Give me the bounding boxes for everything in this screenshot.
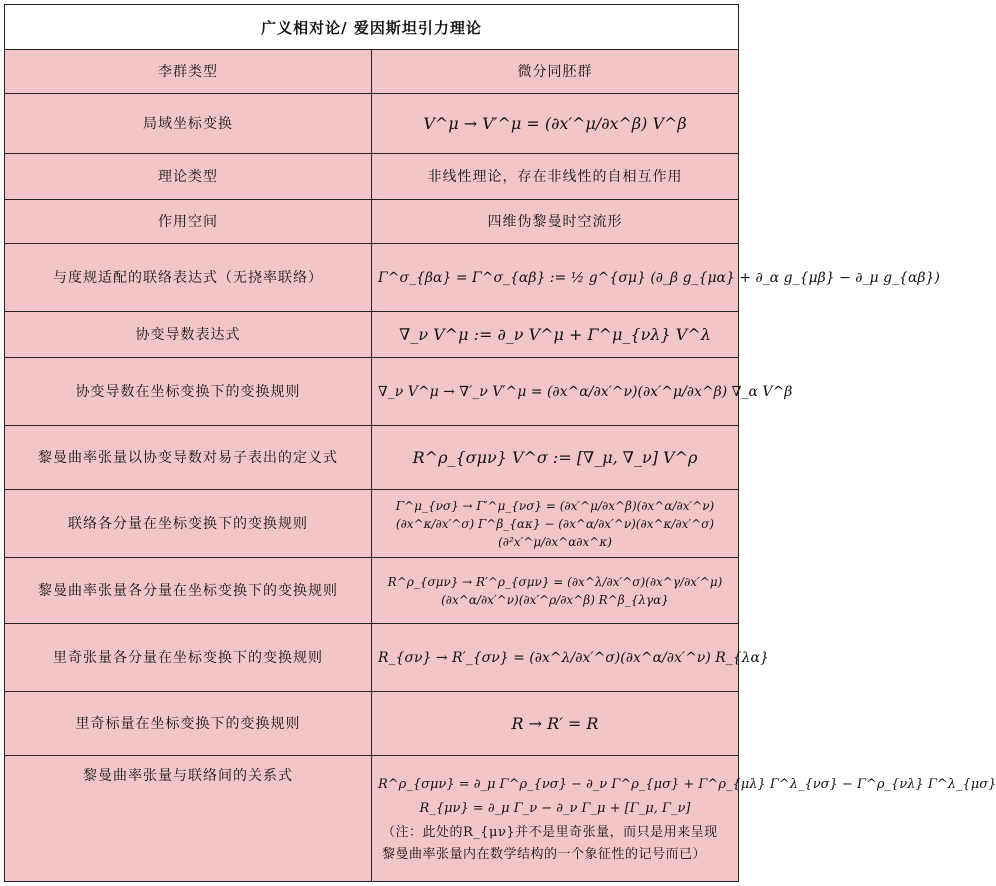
- row-value: 非线性理论，存在非线性的自相互作用: [372, 154, 739, 200]
- row-label: 理论类型: [5, 154, 372, 200]
- table-row: [5, 756, 739, 882]
- row-formula: R → R′ = R: [372, 692, 739, 756]
- row-label: 黎曼曲率张量与联络间的关系式: [5, 756, 372, 882]
- row-value: 微分同胚群: [372, 50, 739, 94]
- row-label: 里奇张量各分量在坐标变换下的变换规则: [5, 624, 372, 692]
- row-formula: ∇_ν V^μ → ∇′_ν V′^μ = (∂x^α/∂x′^ν)(∂x′^μ/∂x^β) ∇_α V^β: [372, 358, 739, 426]
- table-row: [5, 244, 739, 312]
- row-formula: R_{σν} → R′_{σν} = (∂x^λ/∂x′^σ)(∂x^α/∂x′^ν) R_{λα}: [372, 624, 739, 692]
- table-title: 广义相对论/ 爱因斯坦引力理论: [5, 5, 739, 50]
- table-row: [5, 624, 739, 692]
- row-formula: R^ρ_{σμν} V^σ := [∇_μ, ∇_ν] V^ρ: [372, 426, 739, 490]
- row-formula: R^ρ_{σμν} = ∂_μ Γ^ρ_{νσ} − ∂_ν Γ^ρ_{μσ} + Γ^ρ_{μλ} Γ^λ_{νσ} − Γ^ρ_{νλ} Γ^λ_{μσ}: [378, 776, 996, 792]
- table-row: [5, 426, 739, 490]
- row-label: 黎曼曲率张量以协变导数对易子表出的定义式: [5, 426, 372, 490]
- row-label: 作用空间: [5, 200, 372, 244]
- row-formula: Γ^μ_{νσ} → Γ′^μ_{νσ} = (∂x′^μ/∂x^β)(∂x^α/∂x′^ν)(∂x^κ/∂x′^σ) Γ^β_{ακ} − (∂x^α/∂x′^ν)(∂x^κ/∂x′^σ)(∂²x′^μ/∂x^α∂x^κ): [372, 490, 739, 558]
- table-row: [5, 558, 739, 624]
- row-value-group: [372, 756, 996, 882]
- row-formula: Γ^σ_{βα} = Γ^σ_{αβ} := ½ g^{σμ} (∂_β g_{μα} + ∂_α g_{μβ} − ∂_μ g_{αβ}): [372, 244, 739, 312]
- row-formula: ∇_ν V^μ := ∂_ν V^μ + Γ^μ_{νλ} V^λ: [372, 312, 739, 358]
- row-label: 协变导数在坐标变换下的变换规则: [5, 358, 372, 426]
- row-label: 李群类型: [5, 50, 372, 94]
- table-header-row: [5, 5, 739, 50]
- row-label: 局域坐标变换: [5, 94, 372, 154]
- row-formula: R^ρ_{σμν} → R′^ρ_{σμν} = (∂x^λ/∂x′^σ)(∂x^γ/∂x′^μ)(∂x^α/∂x′^ν)(∂x′^ρ/∂x^β) R^β_{λγα}: [372, 558, 739, 624]
- table-row: [5, 490, 739, 558]
- row-label: 与度规适配的联络表达式（无挠率联络）: [5, 244, 372, 312]
- row-label: 里奇标量在坐标变换下的变换规则: [5, 692, 372, 756]
- table-row: [5, 692, 739, 756]
- row-value: 四维伪黎曼时空流形: [372, 200, 739, 244]
- row-label: 黎曼曲率张量各分量在坐标变换下的变换规则: [5, 558, 372, 624]
- row-note: （注：此处的R_{μν}并不是里奇张量，而只是用来呈现黎曼曲率张量内在数学结构的一个象征性的记号而已）: [382, 824, 718, 862]
- table-row: [5, 154, 739, 200]
- comparison-table: [4, 4, 996, 882]
- table-row: [5, 312, 739, 358]
- row-label: 协变导数表达式: [5, 312, 372, 358]
- table-row: [5, 94, 739, 154]
- table-row: [5, 50, 739, 94]
- row-formula: V^μ → V′^μ = (∂x′^μ/∂x^β) V^β: [372, 94, 739, 154]
- row-formula-2: R_{μν} = ∂_μ Γ_ν − ∂_ν Γ_μ + [Γ_μ, Γ_ν]: [419, 800, 691, 816]
- row-label: 联络各分量在坐标变换下的变换规则: [5, 490, 372, 558]
- table-row: [5, 358, 739, 426]
- table-row: [5, 200, 739, 244]
